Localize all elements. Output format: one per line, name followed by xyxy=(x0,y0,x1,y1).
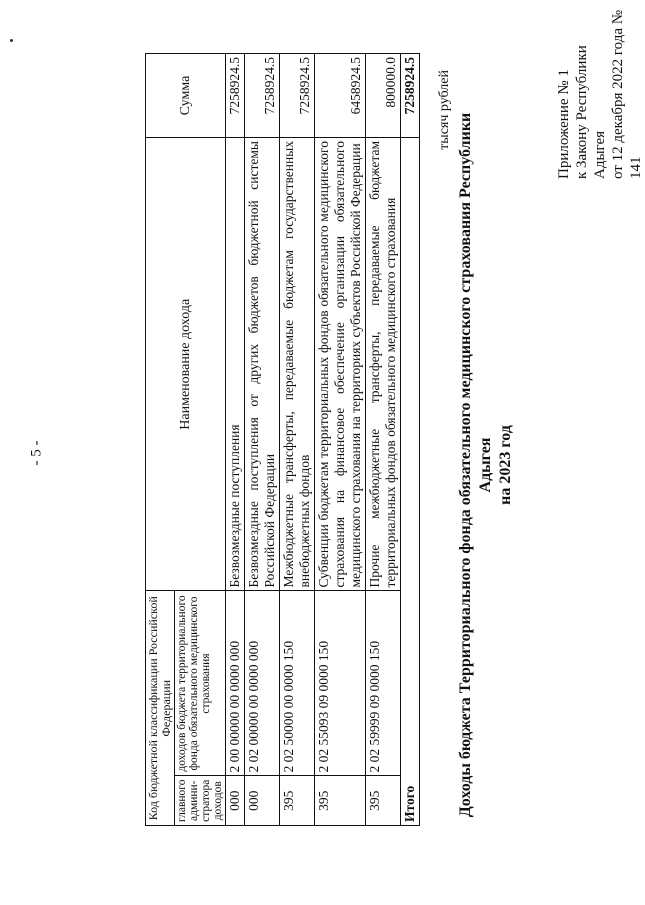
income-name-cell: Безвозмездные поступления xyxy=(226,138,245,592)
appendix-line-3: от 12 декабря 2022 года № 141 xyxy=(610,9,644,179)
appendix-line-2: к Закону Республики Адыгея xyxy=(574,45,608,179)
appendix-block xyxy=(555,9,645,179)
appendix-line-1: Приложение № 1 xyxy=(556,69,572,179)
classification-header: Код бюджетной классификации Российской Федерации xyxy=(146,591,175,826)
admin-code-cell: 395 xyxy=(315,776,366,826)
income-name-cell: Безвозмездные поступления от других бюджетов бюджетной системы Российской Федерации xyxy=(245,138,280,592)
income-name-cell: Субвенции бюджетам территориальных фондов обязательного медицинского страхования на финансовое обеспечение организации обязательного медицинского страхования на территориях субъектов Российской Федерации xyxy=(315,138,366,592)
table-row xyxy=(280,54,315,826)
sum-cell: 800000.0 xyxy=(366,54,401,138)
income-name-cell: Межбюджетные трансферты, передаваемые бюджетам государственных внебюджетных фондов xyxy=(280,138,315,592)
sum-cell: 7258924.5 xyxy=(245,54,280,138)
income-table xyxy=(145,53,420,826)
income-code-header: доходов бюджета территориального фонда обязательного медицинского страхования xyxy=(175,591,226,776)
income-code-cell: 2 02 55093 09 0000 150 xyxy=(315,591,366,776)
income-code-cell: 2 00 00000 00 0000 000 xyxy=(226,591,245,776)
table-row xyxy=(245,54,280,826)
income-code-cell: 2 02 50000 00 0000 150 xyxy=(280,591,315,776)
total-row xyxy=(401,54,420,826)
income-name-cell: Прочие межбюджетные трансферты, передаваемые бюджетам территориальных фондов обязательного медицинского страхования xyxy=(366,138,401,592)
sum-cell: 6458924.5 xyxy=(315,54,366,138)
sum-cell: 7258924.5 xyxy=(226,54,245,138)
sum-cell: 7258924.5 xyxy=(280,54,315,138)
name-header: Наименование дохода xyxy=(146,138,226,592)
admin-header: главного админи-стратора доходов xyxy=(175,776,226,826)
table-row xyxy=(226,54,245,826)
units-label: тысяч рублей xyxy=(437,70,452,150)
income-code-cell: 2 02 00000 00 0000 000 xyxy=(245,591,280,776)
admin-code-cell: 000 xyxy=(226,776,245,826)
table-row xyxy=(366,54,401,826)
total-label: Итого xyxy=(401,138,420,826)
header-row-1 xyxy=(146,54,175,826)
admin-code-cell: 000 xyxy=(245,776,280,826)
income-code-cell: 2 02 59999 09 0000 150 xyxy=(366,591,401,776)
sum-header: Сумма xyxy=(146,54,226,138)
total-sum: 7258924.5 xyxy=(401,54,420,138)
table-row xyxy=(315,54,366,826)
title-line-2: на 2023 год xyxy=(497,425,514,505)
page-number: - 5 - xyxy=(28,440,45,466)
title-line-1: Доходы бюджета Территориального фонда обязательного медицинского страхования Республики Адыгея xyxy=(457,112,494,818)
document-title xyxy=(456,85,516,845)
admin-code-cell: 395 xyxy=(280,776,315,826)
admin-code-cell: 395 xyxy=(366,776,401,826)
